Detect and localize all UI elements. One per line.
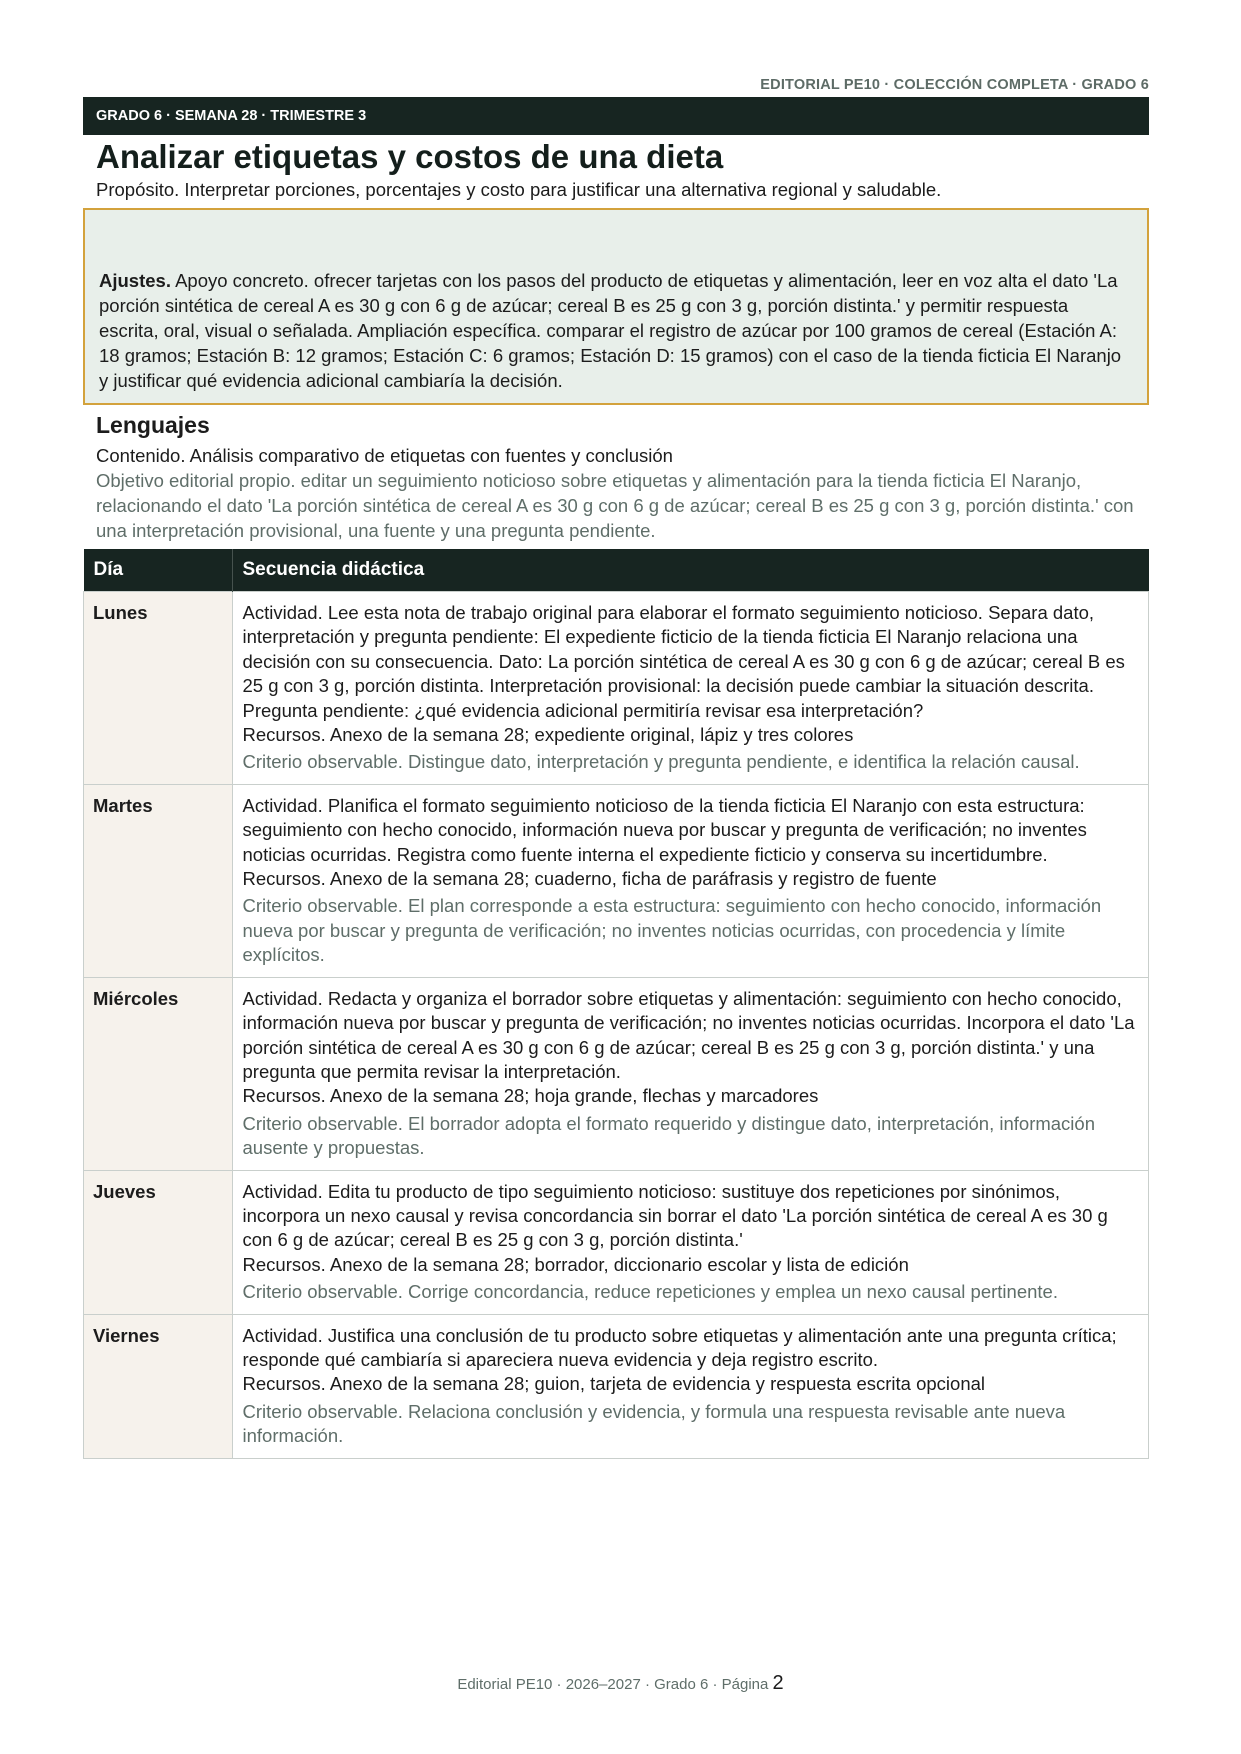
resources-text: Recursos. Anexo de la semana 28; borrador, diccionario escolar y lista de edición — [242, 1253, 909, 1275]
table-row — [84, 1314, 1149, 1458]
criterion-text: Criterio observable. Corrige concordancia, reduce repeticiones y emplea un nexo causal pertinente. — [242, 1281, 1058, 1303]
page-footer — [0, 1672, 1241, 1695]
activity-text: Actividad. Planifica el formato seguimiento noticioso de la tienda ficticia El Naranjo con esta estructura: seguimiento con hecho conocido, información nueva por buscar y pregunta de verificación; no inventes noticias ocurridas. Registra como fuente interna el expediente ficticio y conserva su incertidumbre. — [242, 794, 1087, 865]
criterion-text: Criterio observable. Distingue dato, interpretación y pregunta pendiente, e identifica la relación causal. — [242, 751, 1080, 773]
criterion-text: Criterio observable. El borrador adopta el formato requerido y distingue dato, interpretación, información ausente y propuestas. — [242, 1112, 1095, 1159]
sequence-cell — [232, 977, 1149, 1170]
criterion-text: Criterio observable. El plan corresponde a esta estructura: seguimiento con hecho conocido, información nueva por buscar y pregunta de verificación; no inventes noticias ocurridas, con procedencia y límite explícitos. — [242, 895, 1102, 966]
activity-text: Actividad. Edita tu producto de tipo seguimiento noticioso: sustituye dos repeticiones por sinónimos, incorpora un nexo causal y revisa concordancia sin borrar el dato 'La porción sintética de cereal A es 30 g con 6 g de azúcar; cereal B es 25 g con 3 g, porción distinta.' — [242, 1180, 1108, 1251]
activity-text: Actividad. Redacta y organiza el borrador sobre etiquetas y alimentación: seguimiento con hecho conocido, información nueva por buscar y pregunta de verificación; no inventes noticias ocurridas. Incorpora el dato 'La porción sintética de cereal A es 30 g con 6 g de azúcar; cereal B es 25 g con 3 g, porción distinta.' y una pregunta que permita revisar la interpretación. — [242, 987, 1135, 1082]
sequence-cell — [232, 592, 1149, 785]
document-page — [83, 0, 1149, 1459]
section-heading: Lenguajes — [96, 412, 210, 438]
page-title: Analizar etiquetas y costos de una dieta — [96, 138, 724, 175]
column-header-day: Día — [84, 549, 233, 592]
grade-week-band: GRADO 6 · SEMANA 28 · TRIMESTRE 3 — [83, 97, 1149, 135]
table-header-row — [84, 549, 1149, 592]
resources-text: Recursos. Anexo de la semana 28; hoja grande, flechas y marcadores — [242, 1085, 819, 1107]
running-header: EDITORIAL PE10 · COLECCIÓN COMPLETA · GRADO 6 — [760, 77, 1149, 93]
activity-text: Actividad. Justifica una conclusión de tu producto sobre etiquetas y alimentación ante una pregunta crítica; responde qué cambiaría si apareciera nueva evidencia y deja registro escrito. — [242, 1324, 1117, 1370]
footer-text: Editorial PE10 · 2026–2027 · Grado 6 · Página — [457, 1676, 773, 1693]
didactic-sequence-table — [83, 549, 1149, 1459]
activity-text: Actividad. Lee esta nota de trabajo original para elaborar el formato seguimiento noticioso. Separa dato, interpretación y pregunta pendiente: El expediente ficticio de la tienda ficticia El Naranjo relaciona una decisión con su consecuencia. Dato: La porción sintética de cereal A es 30 g con 6 g de azúcar; cereal B es 25 g con 3 g, porción distinta. Interpretación provisional: la decisión puede cambiar la situación descrita. Pregunta pendiente: ¿qué evidencia adicional permitiría revisar esa interpretación? — [242, 602, 1125, 721]
sequence-cell — [232, 1314, 1149, 1458]
criterion-text: Criterio observable. Relaciona conclusión y evidencia, y formula una respuesta revisable ante nueva información. — [242, 1400, 1066, 1447]
day-cell: Lunes — [84, 592, 233, 785]
day-cell: Jueves — [84, 1170, 233, 1314]
editorial-objective: Objetivo editorial propio. editar un seguimiento noticioso sobre etiquetas y alimentación para la tienda ficticia El Naranjo, relacionando el dato 'La porción sintética de cereal A es 30 g con 6 g de azúcar; cereal B es 25 g con 3 g, porción distinta.' con una interpretación provisional, una fuente y una pregunta pendiente. — [96, 470, 1134, 541]
content-line: Contenido. Análisis comparativo de etiquetas con fuentes y conclusión — [96, 445, 673, 466]
table-row — [84, 592, 1149, 785]
column-header-sequence: Secuencia didáctica — [232, 549, 1149, 592]
table-row — [84, 977, 1149, 1170]
resources-text: Recursos. Anexo de la semana 28; expediente original, lápiz y tres colores — [242, 724, 854, 746]
adjustments-box — [83, 208, 1149, 405]
day-cell: Miércoles — [84, 977, 233, 1170]
sequence-cell — [232, 784, 1149, 977]
page-number: 2 — [772, 1672, 784, 1694]
day-cell: Viernes — [84, 1314, 233, 1458]
purpose-text: Propósito. Interpretar porciones, porcentajes y costo para justificar una alternativa regional y saludable. — [96, 179, 942, 200]
day-cell: Martes — [84, 784, 233, 977]
table-row — [84, 1170, 1149, 1314]
table-row — [84, 784, 1149, 977]
resources-text: Recursos. Anexo de la semana 28; cuaderno, ficha de paráfrasis y registro de fuente — [242, 868, 937, 890]
adjustments-label: Ajustes. — [99, 270, 171, 291]
resources-text: Recursos. Anexo de la semana 28; guion, tarjeta de evidencia y respuesta escrita opcional — [242, 1373, 986, 1395]
sequence-cell — [232, 1170, 1149, 1314]
adjustments-text: Apoyo concreto. ofrecer tarjetas con los pasos del producto de etiquetas y alimentación, leer en voz alta el dato 'La porción sintética de cereal A es 30 g con 6 g de azúcar; cereal B es 25 g con 3 g, porción distinta.' y permitir respuesta escrita, oral, visual o señalada. Ampliación específica. comparar el registro de azúcar por 100 gramos de cereal (Estación A: 18 gramos; Estación B: 12 gramos; Estación C: 6 gramos; Estación D: 15 gramos) con el caso de la tienda ficticia El Naranjo y justificar qué evidencia adicional cambiaría la decisión. — [99, 270, 1122, 391]
